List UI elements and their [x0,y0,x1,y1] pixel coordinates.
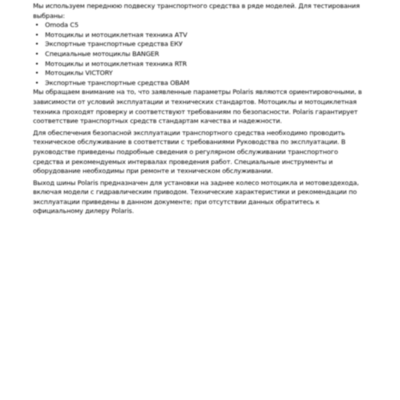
list-item [33,60,369,70]
list-item [33,21,369,31]
list-item [33,69,369,79]
bullet-icon: • [35,21,39,30]
list-item-text: Мотоциклы и мотоциклетная техника АТV [45,30,188,39]
bullet-icon: • [35,40,39,49]
list-item-text: Omoda C5 [45,21,79,30]
bullet-icon: • [35,59,39,68]
body-paragraph-2: Для обеспечения безопасной эксплуатации транспортного средства необходимо проводить техническое обслуживание в соответствии с требованиями Руководства по эксплуатации. В руководстве приведены подробные сведения о регулярном обслуживании транспортного средства и рекомендуемых интервалах проведения работ. Специальные инструменты и оборудование необходимы при ремонте и техническом обслуживании. [33,128,346,176]
intro-paragraph: Мы используем переднюю подвеску транспортного средства в ряде моделей. Для тестирования выбраны: [33,2,360,20]
list-item [33,50,369,60]
bullet-icon: • [35,49,39,58]
bullet-icon: • [35,78,39,87]
list-item [33,79,369,89]
body-paragraph-3: Выход шины Polaris предназначен для установки на заднее колесо мотоцикла и мотовездехода, включая модели с гидравлическим приводом. Технические характеристики и рекомендации по эксплуатации приведены в данном документе; при отсутствии данных обратитесь к официальному дилеру Polaris. [33,178,359,216]
list-item-text: Специальные мотоциклы BANGER [45,49,160,58]
document-body [33,2,369,217]
list-item [33,40,369,50]
list-item-text: Мотоциклы и мотоциклетная техника RTR [45,59,187,68]
model-list [33,21,369,88]
list-item-text: Мотоциклы VICTORY [45,69,113,78]
bullet-icon: • [35,30,39,39]
list-item [33,31,369,41]
list-item-text: Экспортные транспортные средства ЕКУ [45,40,183,49]
bullet-icon: • [35,69,39,78]
body-paragraph-1: Мы обращаем внимание на то, что заявленные параметры Polaris являются ориентировочными, в зависимости от условий эксплуатации и технических стандартов. Мотоциклы и мотоциклетная техника проходят проверку и соответствуют требованиям по безопасности. Polaris гарантирует соответствие транспортных средств стандартам качества и надежности. [33,88,362,126]
list-item-text: Экспортные транспортные средства ОВАМ [45,78,190,87]
